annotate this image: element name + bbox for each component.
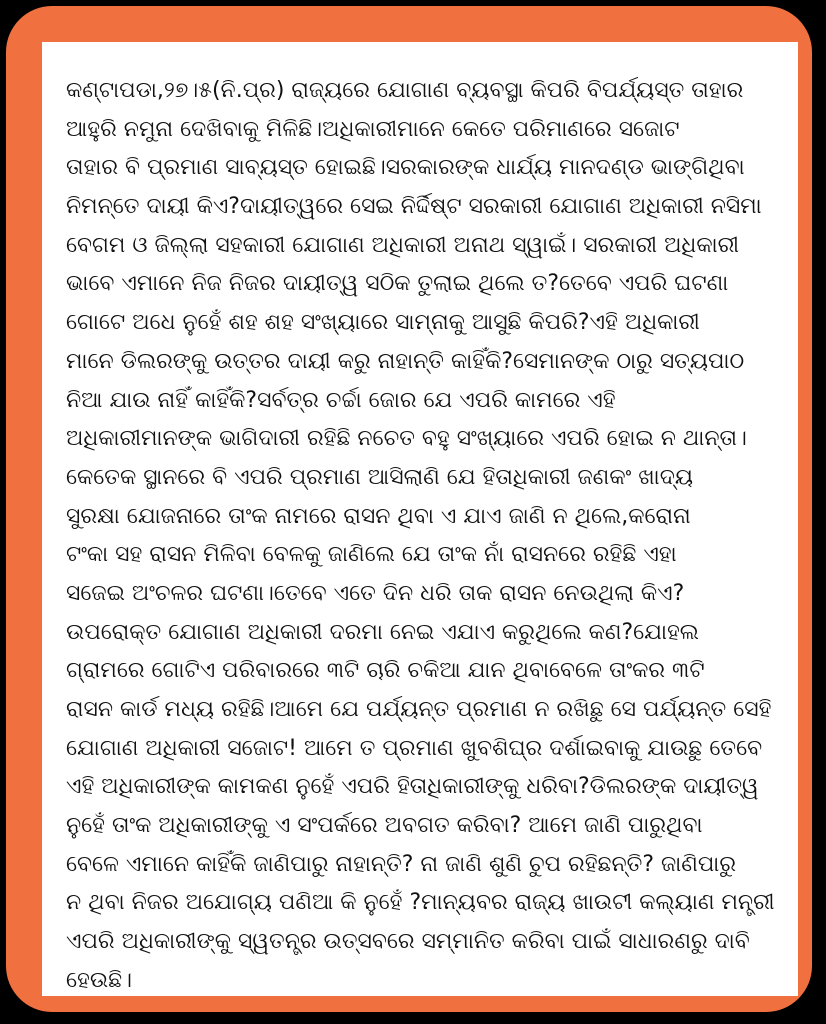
text-line: ନିଆ ଯାଉ ନାହିଁ କାହିଁକି?ସର୍ବତ୍ର ଚର୍ଚ୍ଚା ଜୋର ଯେ ଏପରି କାମରେ ଏହି [66,387,616,413]
text-line: ଏହି ଅଧିକାରୀଙ୍କ କାମକଣ ନୁହେଁ ଏପରି ହିତାଧିକାରୀଙ୍କୁ ଧରିବା?ଡିଲରଙ୍କ ଦାୟୀତ୍ୱ [66,774,759,800]
text-line: ଅଧିକାରୀମାନଙ୍କ ଭାଗିଦାରୀ ରହିଛି ନଚେତ ବହୁ ସଂଖ୍ୟାରେ ଏପରି ହୋଇ ନ ଥାନ୍ତା। [66,426,747,452]
text-line: ନୁହେଁ ତାଂକ ଅଧିକାରୀଙ୍କୁ ଏ ସଂପର୍କରେ ଅବଗତ କରିବା? ଆମେ ଜାଣି ପାରୁଥିବା [66,813,703,839]
text-line: ହେଉଛି। [66,967,133,993]
text-line: ଗ୍ରାମରେ ଗୋଟିଏ ପରିବାରରେ ୩ଟି ଚାରି ଚକିଆ ଯାନ ଥିବାବେଳେ ତାଂକର ୩ଟି [66,658,705,684]
text-line: କଣ୍ଟାପଡା,୨୭।୫(ନି.ପ୍ର) ରାଜ୍ୟରେ ଯୋଗାଣ ବ୍ୟବସ୍ଥା କିପରି ବିପର୍ଯ୍ୟସ୍ତ ତାହାର [66,78,744,103]
text-line: ଉପରୋକ୍ତ ଯୋଗାଣ ଅଧିକାରୀ ଦରମା ନେଇ ଏଯାଏ କରୁଥିଲେ କଣ?ଯୋହଲ [66,619,699,645]
article-text [66,72,786,1001]
text-line: କେତେକ ସ୍ଥାନରେ ବି ଏପରି ପ୍ରମାଣ ଆସିଲାଣି ଯେ ହିତାଧିକାରୀ ଜଣକଂ ଖାଦ୍ୟ [66,464,693,490]
text-line: ବେଳେ ଏମାନେ କାହିଁକି ଜାଣିପାରୁ ନାହାନ୍ତି? ନା ଜାଣି ଶୁଣି ଚୁପ ରହିଛନ୍ତି? ଜାଣିପାରୁ [66,851,736,877]
text-line: ରାସନ କାର୍ଡ ମଧ୍ୟ ରହିଛି।ଆମେ ଯେ ପର୍ଯ୍ୟନ୍ତ ପ୍ରମାଣ ନ ରଖିଛୁ ସେ ପର୍ଯ୍ୟନ୍ତ ସେହି [66,697,772,722]
text-line: ସୁରକ୍ଷା ଯୋଜନାରେ ତାଂକ ନାମରେ ରାସନ ଥିବା ଏ ଯାଏ ଜାଣି ନ ଥିଲେ,କରୋନା [66,503,691,529]
text-line: ମାନେ ଡିଲରଙ୍କୁ ଉତ୍ତର ଦାୟୀ କରୁ ନାହାନ୍ତି କାହିଁକି?ସେମାନଙ୍କ ଠାରୁ ସତ୍ୟପାଠ [66,348,745,374]
text-line: ଟଂକା ସହ ରାସନ ମିଳିବା ବେଳକୁ ଜାଣିଲେ ଯେ ତାଂକ ନାଁ ରାସନରେ ରହିଛି ଏହା [66,542,677,568]
text-line: ଏପରି ଅଧିକାରୀଙ୍କୁ ସ୍ୱତନ୍ତ୍ର ଉତ୍ସବରେ ସମ୍ମାନିତ କରିବା ପାଇଁ ସାଧାରଣରୁ ଦାବି [66,929,750,955]
text-line: ନ ଥିବା ନିଜର ଅଯୋଗ୍ୟ ପଣିଆ କି ନୁହେଁ ?ମାନ୍ୟବର ରାଜ୍ୟ ଖାଉଟୀ କଲ୍ୟାଣ ମନ୍ତ୍ରୀ [66,890,775,916]
text-line: ଗୋଟେ ଅଧେ ନୁହେଁ ଶହ ଶହ ସଂଖ୍ୟାରେ ସାମ୍ନାକୁ ଆସୁଛି କିପରି?ଏହି ଅଧିକାରୀ [66,310,700,336]
text-line: ତାହାର ବି ପ୍ରମାଣ ସାବ୍ୟସ୍ତ ହୋଇଛି।ସରକାରଙ୍କ ଧାର୍ଯ୍ୟ ମାନଦଣ୍ଡ ଭାଙ୍ଗିଥିବା [66,155,745,181]
text-line: ଆହୁରି ନମୁନା ଦେଖିବାକୁ ମିଳିଛି।ଅଧିକାରୀମାନେ କେତେ ପରିମାଣରେ ସଜୋଟ [66,116,680,142]
text-line: ଯୋଗାଣ ଅଧିକାରୀ ସଜୋଟ! ଆମେ ତ ପ୍ରମାଣ ଖୁବଶିଘ୍ର ଦର୍ଶାଇବାକୁ ଯାଉଛୁ ତେବେ [66,735,763,761]
text-line: ସଜେଇ ଅଂଚଳର ଘଟଣା।ତେବେ ଏତେ ଦିନ ଧରି ତାକ ରାସନ ନେଉଥିଲା କିଏ? [66,580,685,606]
text-line: ବେଗମ ଓ ଜିଲ୍ଲା ସହକାରୀ ଯୋଗାଣ ଅଧିକାରୀ ଅନାଥ ସ୍ୱାଇଁ। ସରକାରୀ ଅଧିକାରୀ [66,232,740,258]
orange-border-frame [6,6,812,1012]
document-paper [42,42,798,996]
text-line: ଭାବେ ଏମାନେ ନିଜ ନିଜର ଦାୟୀତ୍ୱ ସଠିକ ତୁଲାଇ ଥିଲେ ତ?ତେବେ ଏପରି ଘଟଣା [66,271,729,297]
text-line: ନିମନ୍ତେ ଦାୟୀ କିଏ?ଦାୟୀତ୍ୱରେ ସେଇ ନିର୍ଦ୍ଦିଷ୍ଟ ସରକାରୀ ଯୋଗାଣ ଅଧିକାରୀ ନସିମା [66,194,762,220]
